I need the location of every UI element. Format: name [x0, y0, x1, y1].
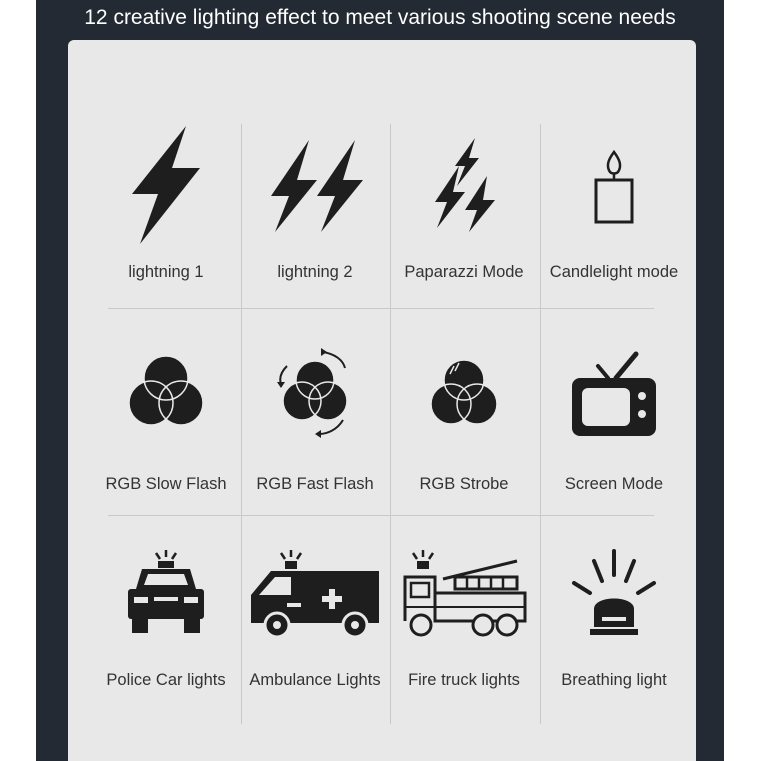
effect-label: Fire truck lights [408, 671, 520, 689]
effect-fire-truck-lights[interactable] [390, 515, 538, 724]
paparazzi-bolts-icon [390, 136, 538, 236]
effect-lightning-2[interactable] [241, 124, 389, 308]
effect-label: Ambulance Lights [249, 671, 381, 689]
police-car-icon [92, 547, 240, 639]
effect-rgb-slow-flash[interactable] [92, 308, 240, 515]
candle-icon [540, 146, 688, 228]
effect-lightning-1[interactable] [92, 124, 240, 308]
rgb-circles-icon [92, 348, 240, 438]
tv-icon [540, 348, 688, 438]
effect-breathing-light[interactable] [540, 515, 688, 724]
effect-label: Candlelight mode [549, 263, 679, 281]
effect-screen-mode[interactable] [540, 308, 688, 515]
effect-label: lightning 2 [277, 263, 353, 281]
effect-ambulance-lights[interactable] [241, 515, 389, 724]
double-lightning-icon [241, 136, 389, 236]
effect-label: RGB Slow Flash [105, 475, 227, 493]
effect-label: Breathing light [561, 671, 667, 689]
rgb-circles-rotate-icon [241, 346, 389, 440]
effect-paparazzi-mode[interactable] [390, 124, 538, 308]
effect-label: Screen Mode [564, 475, 664, 493]
effect-label: Paparazzi Mode [404, 263, 524, 281]
effects-grid [68, 40, 696, 761]
headline: 12 creative lighting effect to meet various shooting scene needs [84, 6, 676, 29]
effect-rgb-fast-flash[interactable] [241, 308, 389, 515]
rgb-circles-strobe-icon [390, 352, 538, 436]
effect-label: Police Car lights [106, 671, 226, 689]
beacon-light-icon [540, 547, 688, 639]
effect-rgb-strobe[interactable] [390, 308, 538, 515]
effect-label: lightning 1 [128, 263, 204, 281]
ambulance-icon [241, 547, 389, 639]
effects-card [68, 40, 696, 761]
fire-truck-icon [390, 547, 538, 639]
lightning-bolt-icon [92, 124, 240, 246]
effect-candlelight-mode[interactable] [540, 124, 688, 308]
effect-police-car-lights[interactable] [92, 515, 240, 724]
effect-label: RGB Strobe [419, 475, 509, 493]
effect-label: RGB Fast Flash [256, 475, 374, 493]
